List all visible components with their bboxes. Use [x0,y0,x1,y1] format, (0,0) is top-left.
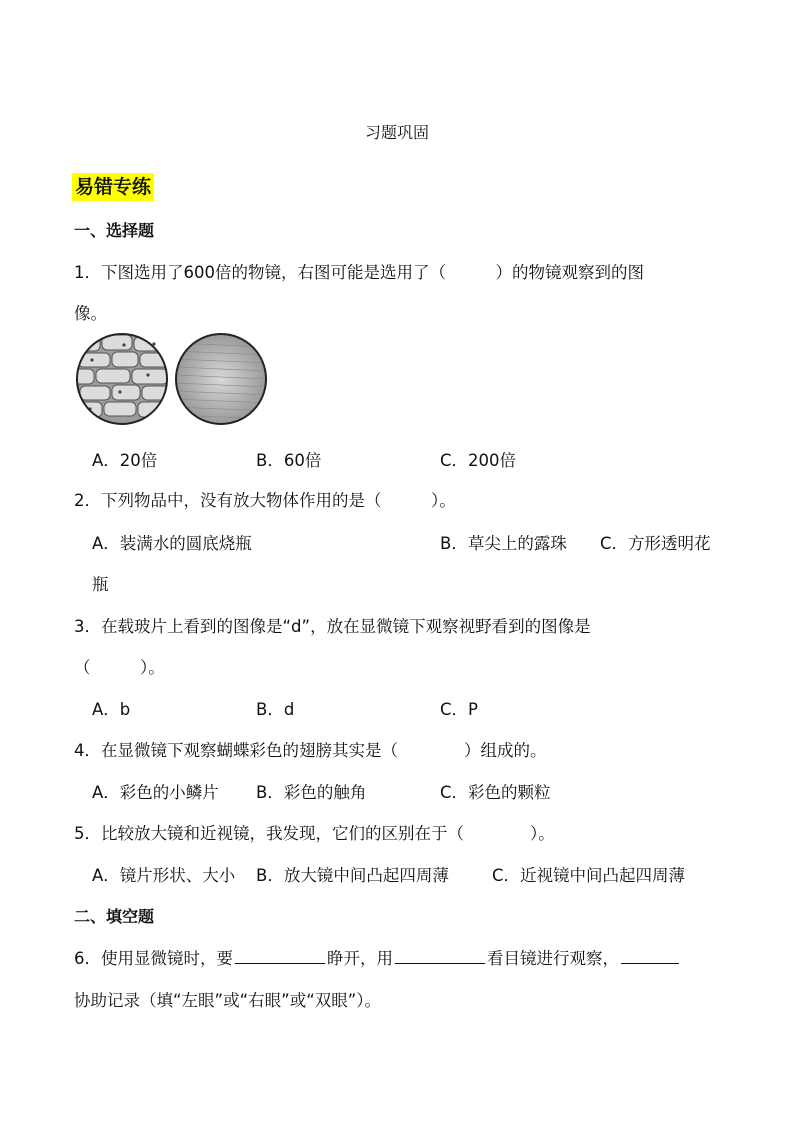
question-6-part-3: 看目镜进行观察， [487,949,619,968]
question-4-option-b[interactable]: B．彩色的触角 [256,783,367,802]
question-4-stem: 4．在显微镜下观察蝴蝶彩色的翅膀其实是（ ）组成的。 [74,741,547,760]
question-3-option-c[interactable]: C．P [440,700,478,719]
question-5-stem: 5．比较放大镜和近视镜，我发现，它们的区别在于（ ）。 [74,824,555,843]
question-6-blank-2[interactable] [395,947,485,964]
question-6-blank-1[interactable] [235,947,325,964]
question-6-stem [74,945,681,969]
question-2-option-a[interactable]: A．装满水的圆底烧瓶 [92,534,252,553]
fine-texture-view-image [174,334,269,424]
question-3-stem: 3．在载玻片上看到的图像是“d”，放在显微镜下观察视野看到的图像是 [74,617,591,636]
question-5-option-b[interactable]: B．放大镜中间凸起四周薄 [256,866,449,885]
question-2-stem: 2．下列物品中，没有放大物体作用的是（ ）。 [74,491,456,510]
question-5-option-c[interactable]: C．近视镜中间凸起四周薄 [492,866,686,885]
section-heading-fill: 二、填空题 [74,907,155,926]
microscope-images [74,333,274,425]
page-title: 习题巩固 [364,123,429,142]
section-heading-choice: 一、选择题 [74,221,155,240]
question-2-option-c-cont: 瓶 [92,575,109,594]
question-6-blank-3[interactable] [621,947,679,964]
onion-cells-600x-image [74,334,170,424]
question-4-option-a[interactable]: A．彩色的小鳞片 [92,783,219,802]
question-1-option-c[interactable]: C．200倍 [440,451,517,470]
question-1-option-b[interactable]: B．60倍 [256,451,322,470]
question-6-part-1: 6．使用显微镜时，要 [74,949,233,968]
question-1-stem-cont: 像。 [74,304,107,323]
microscope-view-figures [74,333,274,425]
question-6-part-2: 睁开，用 [327,949,393,968]
section-badge: 易错专练 [72,173,154,201]
question-4-option-c[interactable]: C．彩色的颗粒 [440,783,551,802]
question-3-option-a[interactable]: A．b [92,700,131,719]
question-5-option-a[interactable]: A．镜片形状、大小 [92,866,236,885]
question-1-option-a[interactable]: A．20倍 [92,451,158,470]
question-3-option-b[interactable]: B．d [256,700,295,719]
question-1-stem: 1．下图选用了600倍的物镜，右图可能是选用了（ ）的物镜观察到的图 [74,263,644,282]
question-3-stem-cont: （ ）。 [74,658,165,677]
question-2-option-c[interactable]: C．方形透明花 [600,534,711,553]
question-2-option-b[interactable]: B．草尖上的露珠 [440,534,567,553]
question-6-stem-cont: 协助记录（填“左眼”或“右眼”或“双眼”）。 [74,991,382,1010]
